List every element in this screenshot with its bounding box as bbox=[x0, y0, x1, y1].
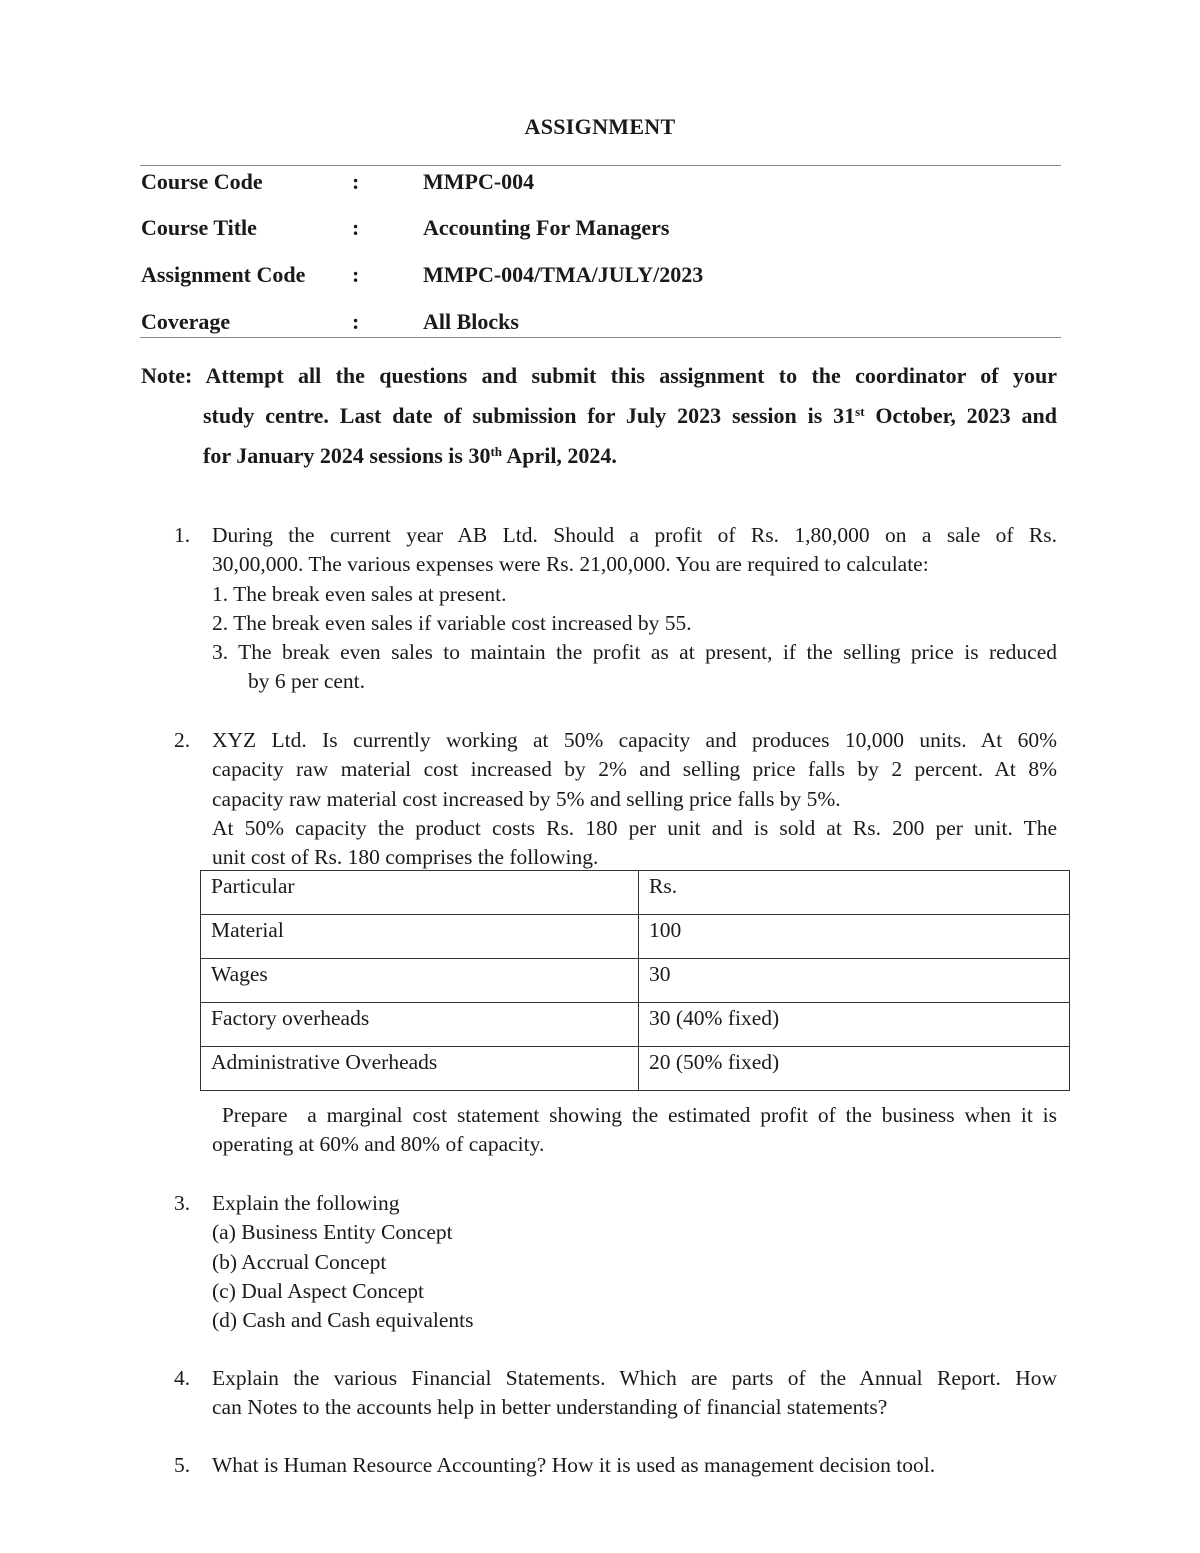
question-line: 3. The break even sales to maintain the profit as at present, if the selling price is reduced bbox=[212, 640, 1057, 665]
question-line: capacity raw material cost increased by 2% and selling price falls by 2 percent. At 8% bbox=[212, 757, 1057, 782]
table-row bbox=[201, 959, 1070, 1003]
question-line: (c) Dual Aspect Concept bbox=[212, 1278, 424, 1303]
unit-cost-table bbox=[200, 870, 1070, 1091]
meta-row-course-title bbox=[141, 215, 1061, 245]
question-line: Prepare a marginal cost statement showing the estimated profit of the business when it is bbox=[212, 1103, 1057, 1127]
table-header-cell: Rs. bbox=[639, 871, 1070, 915]
note-text: October, 2023 and bbox=[864, 403, 1058, 428]
question-line: (b) Accrual Concept bbox=[212, 1249, 387, 1274]
question-3 bbox=[174, 1189, 1057, 1335]
meta-value: Accounting For Managers bbox=[423, 215, 670, 240]
question-line: 1. The break even sales at present. bbox=[212, 581, 507, 606]
question-2 bbox=[174, 726, 1057, 872]
table-cell: 20 (50% fixed) bbox=[639, 1047, 1070, 1091]
question-line: by 6 per cent. bbox=[248, 669, 366, 694]
header-rule-top bbox=[140, 165, 1061, 166]
superscript: th bbox=[490, 444, 503, 459]
table-cell: 30 bbox=[639, 959, 1070, 1003]
note-text: April, 2024. bbox=[502, 443, 617, 468]
question-line: What is Human Resource Accounting? How it is used as management decision tool. bbox=[212, 1453, 936, 1477]
question-number: 3. bbox=[174, 1191, 191, 1215]
table-row bbox=[201, 1047, 1070, 1091]
table-header-row bbox=[201, 871, 1070, 915]
question-1 bbox=[174, 521, 1057, 697]
table-cell: Wages bbox=[201, 959, 639, 1003]
question-line: During the current year AB Ltd. Should a profit of Rs. 1,80,000 on a sale of Rs. bbox=[212, 523, 1057, 547]
question-line: capacity raw material cost increased by 5% and selling price falls by 5%. bbox=[212, 786, 841, 811]
superscript: st bbox=[855, 404, 865, 419]
meta-label: Coverage bbox=[141, 309, 231, 334]
question-number: 4. bbox=[174, 1366, 191, 1390]
header-rule-bottom bbox=[140, 337, 1061, 338]
table-cell: Administrative Overheads bbox=[201, 1047, 639, 1091]
meta-row-course-code bbox=[141, 169, 1061, 199]
meta-value: MMPC-004/TMA/JULY/2023 bbox=[423, 262, 704, 287]
meta-colon: : bbox=[352, 215, 360, 240]
meta-row-assignment-code bbox=[141, 262, 1061, 292]
table-header-cell: Particular bbox=[201, 871, 639, 915]
question-number: 1. bbox=[174, 523, 191, 547]
question-line: (a) Business Entity Concept bbox=[212, 1220, 453, 1245]
meta-value: MMPC-004 bbox=[423, 169, 535, 194]
table-cell: Factory overheads bbox=[201, 1003, 639, 1047]
meta-label: Course Title bbox=[141, 215, 257, 240]
table-row bbox=[201, 1003, 1070, 1047]
question-2-continued bbox=[212, 1101, 1057, 1160]
meta-colon: : bbox=[352, 262, 360, 287]
question-4 bbox=[174, 1364, 1057, 1423]
meta-value: All Blocks bbox=[423, 309, 519, 334]
note-text: study centre. Last date of submission for July 2023 session is 31 bbox=[203, 403, 856, 428]
question-line: 2. The break even sales if variable cost increased by 55. bbox=[212, 610, 692, 635]
question-5 bbox=[174, 1451, 1057, 1480]
meta-label: Course Code bbox=[141, 169, 263, 194]
question-line: Explain the following bbox=[212, 1191, 400, 1215]
question-line: can Notes to the accounts help in better understanding of financial statements? bbox=[212, 1395, 888, 1420]
meta-colon: : bbox=[352, 309, 360, 334]
question-number: 2. bbox=[174, 728, 191, 752]
table-cell: 100 bbox=[639, 915, 1070, 959]
meta-row-coverage bbox=[141, 309, 1061, 339]
question-line: (d) Cash and Cash equivalents bbox=[212, 1308, 474, 1333]
question-line: 30,00,000. The various expenses were Rs. 21,00,000. You are required to calculate: bbox=[212, 552, 929, 577]
question-line: operating at 60% and 80% of capacity. bbox=[212, 1132, 545, 1157]
question-line: XYZ Ltd. Is currently working at 50% capacity and produces 10,000 units. At 60% bbox=[212, 728, 1057, 752]
table-row bbox=[201, 915, 1070, 959]
question-number: 5. bbox=[174, 1453, 191, 1477]
note-line: Note: Attempt all the questions and submit this assignment to the coordinator of your bbox=[141, 363, 1057, 388]
note-text: for January 2024 sessions is 30 bbox=[203, 443, 491, 468]
table-cell: Material bbox=[201, 915, 639, 959]
question-line: At 50% capacity the product costs Rs. 180 per unit and is sold at Rs. 200 per unit. The bbox=[212, 815, 1057, 840]
question-line: unit cost of Rs. 180 comprises the following. bbox=[212, 845, 599, 870]
page-title: ASSIGNMENT bbox=[524, 114, 676, 139]
table-cell: 30 (40% fixed) bbox=[639, 1003, 1070, 1047]
meta-colon: : bbox=[352, 169, 360, 194]
question-line: Explain the various Financial Statements. Which are parts of the Annual Report. How bbox=[212, 1366, 1057, 1390]
meta-label: Assignment Code bbox=[141, 262, 306, 287]
note-line bbox=[203, 436, 617, 476]
note-line bbox=[203, 396, 1057, 436]
